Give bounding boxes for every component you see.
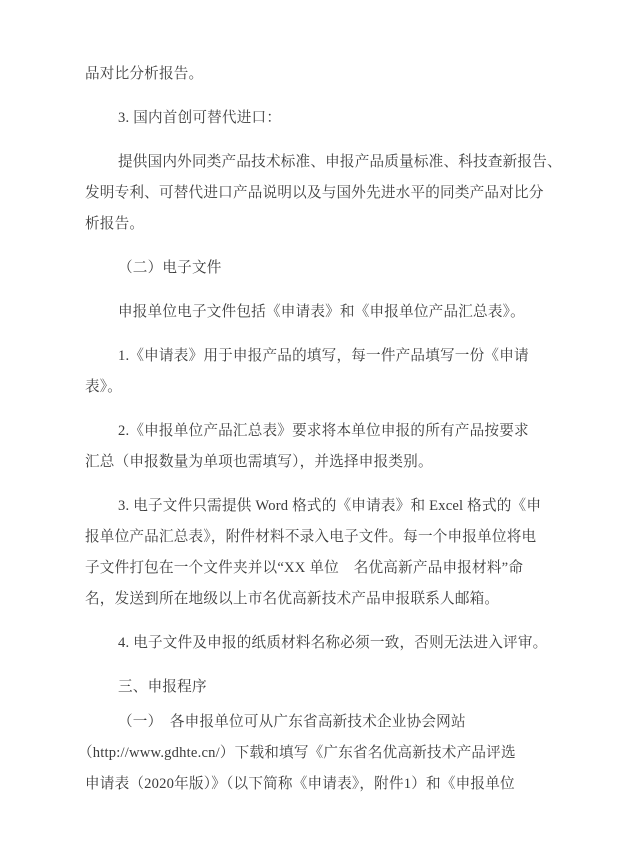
paragraph-line: 名，发送到所在地级以上市名优高新技术产品申报联系人邮箱。 [85,591,500,607]
paragraph-line: 析报告。 [85,216,145,232]
paragraph-line: 提供国内外同类产品技术标准、申报产品质量标准、科技查新报告、 [118,154,562,170]
paragraph-line: 2.《申报单位产品汇总表》要求将本单位申报的所有产品按要求 [118,423,529,439]
paragraph-line: 表》。 [85,379,123,395]
paragraph-line: 子文件打包在一个文件夹并以“XX 单位 名优高新产品申报材料”命 [85,560,524,576]
paragraph-line: 4. 电子文件及申报的纸质材料名称必须一致，否则无法进入评审。 [118,635,548,651]
paragraph-line: 品对比分析报告。 [85,66,204,82]
subsection-heading: （二）电子文件 [118,260,222,276]
paragraph-line: 汇总（申报数量为单项也需填写），并选择申报类别。 [85,454,433,470]
paragraph-line: 报单位产品汇总表》，附件材料不录入电子文件。每一个申报单位将电 [85,529,537,545]
paragraph-line: 1.《申请表》用于申报产品的填写，每一件产品填写一份《申请 [118,348,529,364]
section-heading: 三、申报程序 [118,679,207,695]
list-item-heading: 3. 国内首创可替代进口： [118,110,282,126]
paragraph-line-url: （http://www.gdhte.cn/）下载和填写《广东省名优高新技术产品评选 [78,745,516,761]
paragraph-line: 申请表（2020年版）》（以下简称《申请表》，附件1）和《申报单位 [85,776,515,792]
paragraph-line: 发明专利、可替代进口产品说明以及与国外先进水平的同类产品对比分 [85,185,544,201]
paragraph-line: 申报单位电子文件包括《申请表》和《申报单位产品汇总表》。 [118,304,525,320]
paragraph-line: 3. 电子文件只需提供 Word 格式的《申请表》和 Excel 格式的《申 [118,498,542,514]
paragraph-line: （一） 各申报单位可从广东省高新技术企业协会网站 [118,714,466,730]
